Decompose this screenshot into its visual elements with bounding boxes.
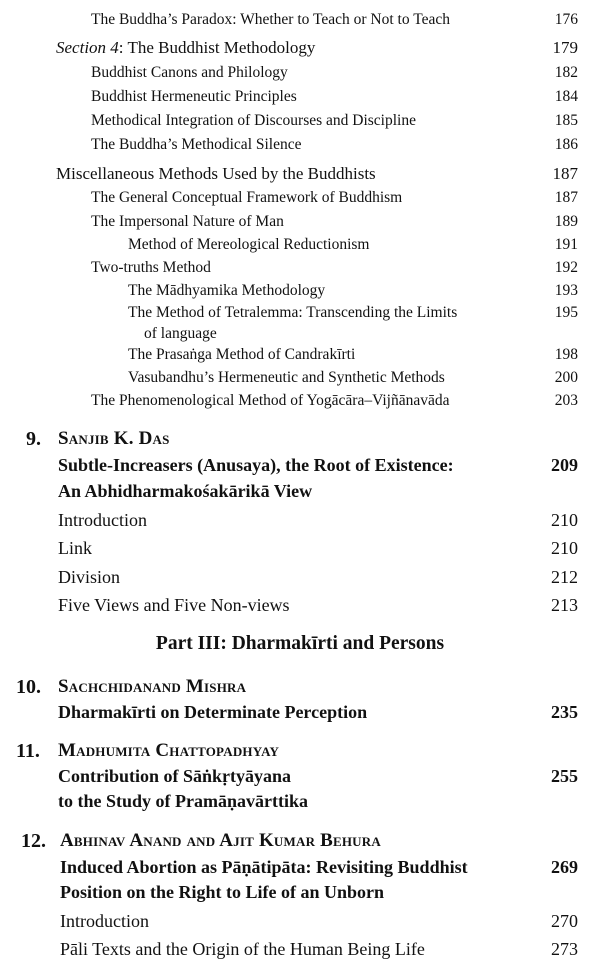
- toc-entry-page: 184: [554, 88, 578, 105]
- toc-entry-page: 187: [554, 189, 578, 206]
- toc-entry-page: 182: [554, 64, 578, 81]
- toc-entry-page: 187: [552, 164, 578, 183]
- section-page: 212: [551, 567, 578, 587]
- toc-entry-page: 198: [554, 346, 578, 363]
- chapter-number: 12.: [21, 830, 46, 852]
- toc-entry-text: Method of Mereological Reductionism: [128, 236, 370, 253]
- toc-entry-page: 195: [554, 304, 578, 321]
- chapter-author: Madhumita Chattopadhyay: [58, 740, 280, 761]
- chapter-author: Sanjib K. Das: [58, 428, 170, 449]
- toc-entry-text: The General Conceptual Framework of Buddhism: [91, 189, 403, 206]
- toc-entry-text: of language: [144, 325, 217, 342]
- section-page: 213: [551, 595, 578, 615]
- chapter-page: 255: [551, 766, 578, 786]
- section-text: Introduction: [58, 510, 147, 530]
- toc-entry-text: Two-truths Method: [91, 259, 211, 276]
- section-page: 210: [551, 538, 578, 558]
- chapter-title: An Abhidharmakośakārikā View: [58, 481, 313, 501]
- section-title: : The Buddhist Methodology: [118, 38, 316, 57]
- toc-entry-text: Miscellaneous Methods Used by the Buddhists: [56, 164, 376, 183]
- toc-entry-text: The Buddha’s Paradox: Whether to Teach or Not to Teach: [91, 11, 450, 28]
- toc-entry-text: The Method of Tetralemma: Transcending the Limits: [128, 304, 458, 321]
- toc-entry-text: The Impersonal Nature of Man: [91, 213, 284, 230]
- section-text: Division: [58, 567, 121, 587]
- chapter-number: 11.: [16, 740, 40, 762]
- section-page: 210: [551, 510, 578, 530]
- toc-entry-text: Buddhist Hermeneutic Principles: [91, 88, 297, 105]
- toc-entry-page: 185: [554, 112, 578, 129]
- toc-entry-page: 179: [552, 38, 578, 57]
- part-heading: [0, 633, 600, 655]
- chapter-author: Sachchidanand Mishra: [58, 676, 247, 697]
- chapter-title: Induced Abortion as Pāṇātipāta: Revisiting Buddhist: [60, 857, 468, 877]
- section-page: 273: [551, 939, 578, 959]
- section-page: 270: [551, 911, 578, 931]
- chapter-title: Subtle-Increasers (Anusaya), the Root of Existence:: [58, 455, 454, 475]
- section-label: Section 4: [56, 38, 119, 57]
- toc-entry-text: [56, 38, 315, 58]
- section-text: Introduction: [60, 911, 149, 931]
- toc-entry-page: 189: [554, 213, 578, 230]
- chapter-page: 209: [551, 455, 578, 475]
- chapter-title: Contribution of Sāṅkṛtyāyana: [58, 766, 292, 786]
- chapter-title: Position on the Right to Life of an Unborn: [60, 882, 385, 902]
- part-title: Part III: Dharmakīrti and Persons: [155, 633, 445, 654]
- toc-entry-text: The Mādhyamika Methodology: [128, 282, 326, 299]
- toc-entry-page: 186: [554, 136, 578, 153]
- chapter-page: 235: [551, 702, 578, 722]
- toc-entry-page: 200: [554, 369, 578, 386]
- toc-entry-text: Vasubandhu’s Hermeneutic and Synthetic Methods: [128, 369, 445, 386]
- toc-entry-page: 176: [554, 11, 578, 28]
- toc-entry-text: The Buddha’s Methodical Silence: [91, 136, 302, 153]
- toc-entry-text: Methodical Integration of Discourses and Discipline: [91, 112, 416, 129]
- toc-entry-text: The Phenomenological Method of Yogācāra–Vijñānavāda: [91, 392, 450, 409]
- toc-entry-text: Buddhist Canons and Philology: [91, 64, 288, 81]
- toc-entry-text: The Prasaṅga Method of Candrakīrti: [128, 346, 356, 363]
- section-text: Link: [58, 538, 92, 558]
- toc-entry-page: 192: [554, 259, 578, 276]
- section-text: Pāli Texts and the Origin of the Human Being Life: [60, 939, 425, 959]
- chapter-number: 10.: [16, 676, 41, 698]
- toc-entry-page: 203: [554, 392, 578, 409]
- section-text: Five Views and Five Non-views: [58, 595, 290, 615]
- chapter-number: 9.: [26, 428, 41, 450]
- toc-entry-page: 193: [554, 282, 578, 299]
- chapter-page: 269: [551, 857, 578, 877]
- chapter-author: Abhinav Anand and Ajit Kumar Behura: [60, 830, 381, 851]
- chapter-title: to the Study of Pramāṇavārttika: [58, 791, 308, 811]
- chapter-title: Dharmakīrti on Determinate Perception: [58, 702, 368, 722]
- toc-entry-page: 191: [554, 236, 578, 253]
